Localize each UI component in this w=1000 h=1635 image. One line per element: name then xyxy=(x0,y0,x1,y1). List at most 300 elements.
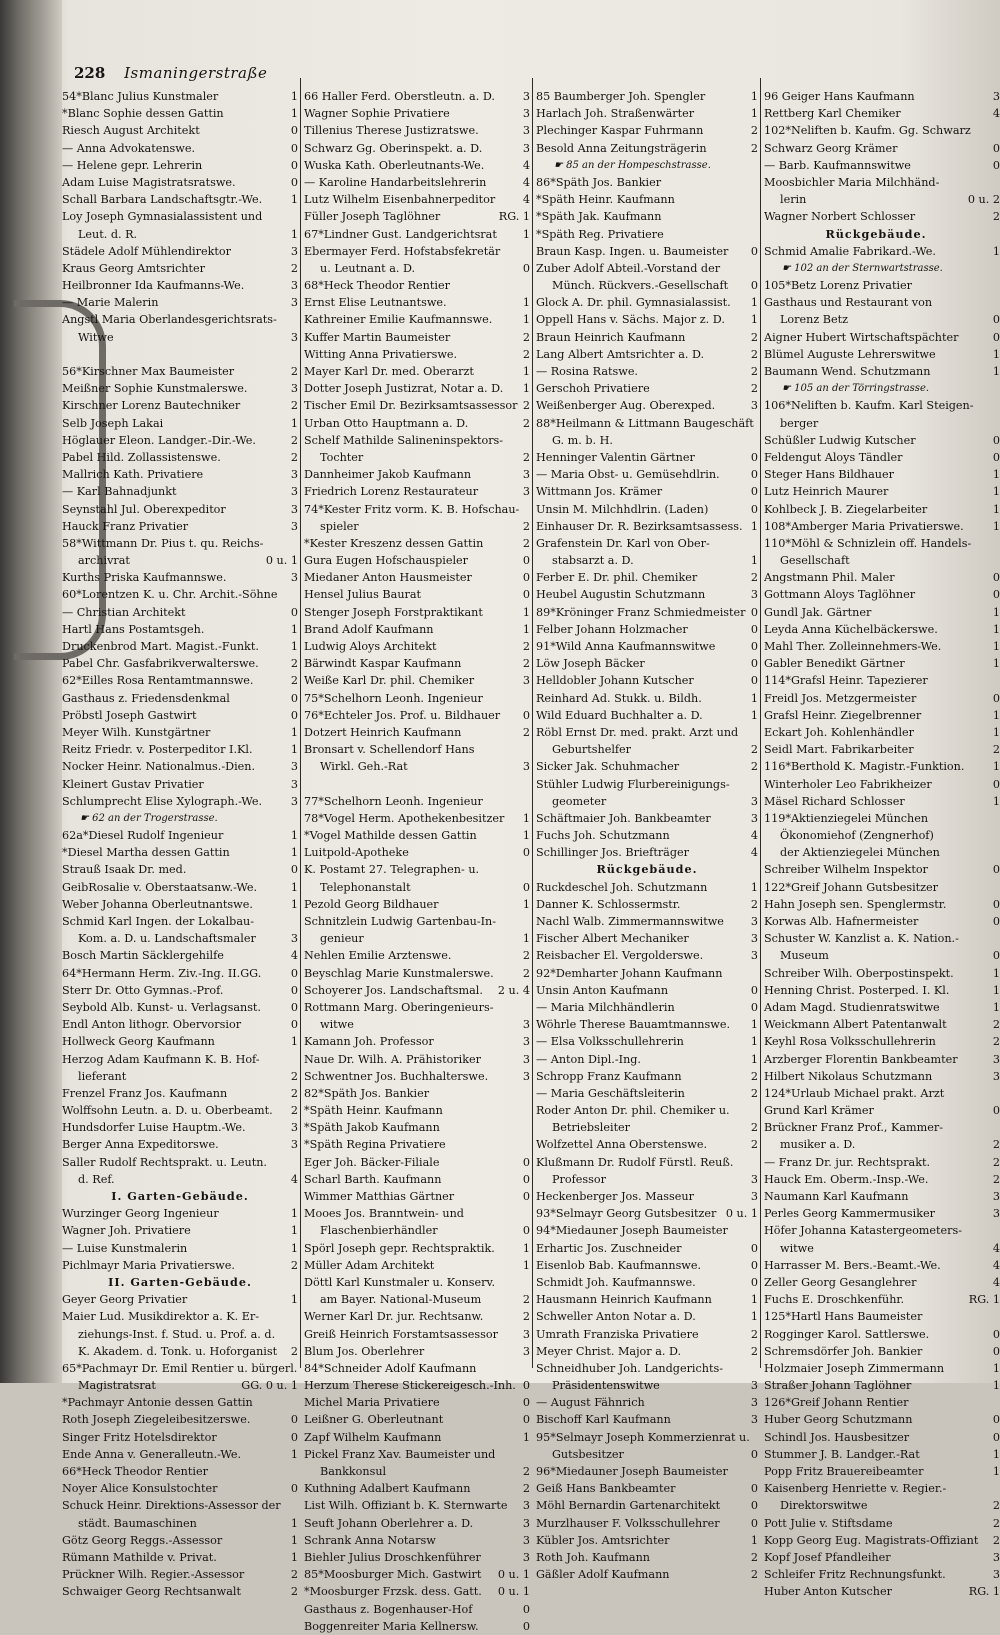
directory-entry xyxy=(536,449,758,466)
floor-number: 0 xyxy=(290,983,298,997)
directory-entry xyxy=(536,260,758,277)
floor-number: 1 xyxy=(522,313,530,327)
entry-text: Blümel Auguste Lehrerswitwe xyxy=(764,347,936,361)
entry-text: *Späth Reg. Privatiere xyxy=(536,227,664,241)
entry-text: Kohlbeck J. B. Ziegelarbeiter xyxy=(764,502,928,516)
floor-number: 1 xyxy=(522,1430,530,1444)
directory-entry xyxy=(536,105,758,122)
directory-entry xyxy=(764,776,1000,793)
directory-entry xyxy=(764,1240,1000,1257)
entry-text: K. Akadem. d. Tonk. u. Hoforganist xyxy=(78,1344,278,1358)
floor-number: 1 xyxy=(992,1465,1000,1478)
floor-number: 3 xyxy=(992,1550,1000,1564)
entry-text: Zuber Adolf Abteil.-Vorstand der xyxy=(536,261,721,275)
floor-number: 2 xyxy=(522,1310,530,1324)
directory-entry xyxy=(536,1326,758,1343)
directory-entry xyxy=(536,844,758,861)
directory-entry xyxy=(764,1257,1000,1274)
floor-number: 3 xyxy=(290,502,298,516)
directory-entry xyxy=(304,1274,530,1291)
entry-text: Heilbronner Ida Kaufmanns-We. xyxy=(62,279,245,293)
floor-number: 4 xyxy=(290,1172,298,1186)
floor-number: 1 xyxy=(992,468,1000,482)
entry-text: — Elsa Volksschullehrerin xyxy=(536,1035,684,1049)
directory-entry xyxy=(62,690,298,707)
entry-text: Kleinert Gustav Privatier xyxy=(62,777,204,791)
floor-number: 3 xyxy=(290,296,298,310)
floor-number: 0 xyxy=(750,622,758,636)
floor-number: 2 xyxy=(750,124,758,138)
entry-text: Stummer J. B. Landger.-Rat xyxy=(764,1447,920,1461)
entry-text: II. Garten-Gebäude. xyxy=(108,1274,252,1289)
directory-entry xyxy=(304,157,530,174)
entry-text: Glock A. Dr. phil. Gymnasialassist. xyxy=(536,296,731,310)
directory-entry xyxy=(764,930,1000,947)
entry-text: Münch. Rückvers.-Gesellschaft xyxy=(552,279,729,293)
directory-entry xyxy=(764,707,1000,724)
directory-entry xyxy=(536,999,758,1016)
directory-entry xyxy=(304,466,530,483)
entry-text: Selb Joseph Lakai xyxy=(62,416,164,430)
floor-number: 1 xyxy=(522,365,530,378)
entry-text: Hausmann Heinrich Kaufmann xyxy=(536,1293,712,1307)
directory-entry xyxy=(304,861,530,878)
floor-number: 3 xyxy=(522,90,530,103)
directory-entry xyxy=(62,1497,298,1514)
entry-text: Danner K. Schlossermstr. xyxy=(536,897,681,911)
directory-entry xyxy=(62,466,298,483)
entry-text: Kurths Priska Kaufmannswe. xyxy=(62,571,227,585)
directory-entry xyxy=(304,999,530,1016)
entry-text: 108*Amberger Maria Privatierswe. xyxy=(764,519,964,533)
directory-entry xyxy=(304,586,530,603)
directory-entry xyxy=(62,1566,298,1583)
directory-entry xyxy=(536,277,758,294)
floor-number: 2 xyxy=(290,1086,298,1100)
floor-number: RG. 1 xyxy=(968,1585,1000,1599)
floor-number: 0 xyxy=(290,708,298,722)
floor-number: 1 xyxy=(992,244,1000,258)
floor-number: 1 xyxy=(290,1293,298,1307)
floor-number: 2 xyxy=(290,1104,298,1118)
directory-entry xyxy=(764,122,1000,139)
entry-text: Fischer Albert Mechaniker xyxy=(536,932,689,946)
directory-entry xyxy=(764,861,1000,878)
entry-text: Schillinger Jos. Briefträger xyxy=(536,846,689,860)
directory-entry xyxy=(304,707,530,724)
directory-entry xyxy=(304,329,530,346)
floor-number: 3 xyxy=(522,1069,530,1083)
floor-number: 2 xyxy=(992,210,1000,224)
entry-text: Schuck Heinr. Direktions-Assessor der xyxy=(62,1499,281,1513)
entry-text: Fuchs E. Droschkenführ. xyxy=(764,1293,905,1307)
directory-entry xyxy=(62,380,298,397)
entry-text: Grafenstein Dr. Karl von Ober- xyxy=(536,536,710,550)
directory-entry xyxy=(764,346,1000,363)
entry-text: Städele Adolf Mühlendirektor xyxy=(62,244,231,258)
directory-entry xyxy=(304,827,530,844)
entry-text: Nehlen Emilie Arztenswe. xyxy=(304,949,452,963)
floor-number: 0 xyxy=(750,674,758,688)
entry-text: Roth Joh. Kaufmann xyxy=(536,1550,651,1564)
entry-text: — Karl Bahnadjunkt xyxy=(62,485,177,499)
floor-number: 2 xyxy=(750,1568,758,1582)
directory-entry xyxy=(304,1051,530,1068)
directory-entry xyxy=(304,1343,530,1360)
directory-entry xyxy=(304,1566,530,1583)
entry-text: 116*Berthold K. Magistr.-Funktion. xyxy=(764,760,965,774)
entry-text: Stühler Ludwig Flurbereinigungs- xyxy=(536,777,730,791)
floor-number: 3 xyxy=(750,588,758,602)
entry-text: Meyer Christ. Major a. D. xyxy=(536,1344,682,1358)
floor-number: 0 xyxy=(522,1172,530,1186)
directory-entry xyxy=(62,1102,298,1119)
floor-number: 1 xyxy=(992,657,1000,671)
directory-entry xyxy=(304,552,530,569)
floor-number: 0 xyxy=(290,966,298,980)
floor-number: 2 xyxy=(522,347,530,361)
directory-entry xyxy=(304,1618,530,1635)
floor-number: 1 xyxy=(290,1516,298,1530)
directory-entry xyxy=(764,604,1000,621)
floor-number: 3 xyxy=(522,1533,530,1547)
floor-number: 0 xyxy=(992,897,1000,911)
entry-text: Hartl Hans Postamtsgeh. xyxy=(62,622,205,636)
entry-text: Eger Joh. Bäcker-Filiale xyxy=(304,1155,440,1169)
directory-entry xyxy=(536,827,758,844)
directory-entry xyxy=(536,810,758,827)
cross-reference-note xyxy=(764,260,1000,277)
entry-text: 91*Wild Anna Kaufmannswitwe xyxy=(536,640,716,653)
entry-text: Schwaiger Georg Rechtsanwalt xyxy=(62,1585,241,1599)
entry-text: Winterholer Leo Fabrikheizer xyxy=(764,777,932,791)
directory-entry xyxy=(764,243,1000,260)
entry-text: Hahn Joseph sen. Spenglermstr. xyxy=(764,897,947,911)
entry-text: Kopf Josef Pfandleiher xyxy=(764,1550,891,1564)
floor-number: 1 xyxy=(750,880,758,894)
floor-number: 1 xyxy=(522,897,530,911)
directory-entry xyxy=(764,793,1000,810)
floor-number: 1 xyxy=(290,193,298,207)
directory-entry xyxy=(536,329,758,346)
entry-text: Huber Georg Schutzmann xyxy=(764,1413,913,1427)
entry-text: — Anton Dipl.-Ing. xyxy=(536,1052,641,1066)
entry-text: 66*Heck Theodor Rentier xyxy=(62,1465,208,1478)
directory-entry xyxy=(764,741,1000,758)
directory-entry xyxy=(536,535,758,552)
entry-text: 75*Schelhorn Leonh. Ingenieur xyxy=(304,691,483,705)
floor-number: 0 xyxy=(522,846,530,860)
entry-text: Luitpold-Apotheke xyxy=(304,846,409,860)
entry-text: Kübler Jos. Amtsrichter xyxy=(536,1533,670,1547)
floor-number: 3 xyxy=(522,141,530,155)
entry-text: Unsin M. Milchhdlrin. (Laden) xyxy=(536,502,709,516)
directory-entry xyxy=(62,879,298,896)
entry-text: 96*Miedauner Joseph Baumeister xyxy=(536,1465,728,1478)
directory-entry xyxy=(62,415,298,432)
entry-text: Löw Joseph Bäcker xyxy=(536,657,645,671)
directory-entry xyxy=(764,105,1000,122)
entry-text: 56*Kirschner Max Baumeister xyxy=(62,365,235,378)
entry-text: Gura Eugen Hofschauspieler xyxy=(304,554,468,568)
directory-entry xyxy=(764,1394,1000,1411)
directory-entry xyxy=(304,724,530,741)
floor-number: 2 xyxy=(290,450,298,464)
floor-number: 0 xyxy=(992,1327,1000,1341)
column-1 xyxy=(62,88,298,1599)
entry-text: Schrank Anna Notarsw xyxy=(304,1533,436,1547)
entry-text: — Christian Architekt xyxy=(62,605,186,619)
directory-entry xyxy=(536,569,758,586)
entry-text: 89*Kröninger Franz Schmiedmeister xyxy=(536,605,746,619)
directory-entry xyxy=(536,1394,758,1411)
entry-text: Schneidhuber Joh. Landgerichts- xyxy=(536,1361,723,1375)
entry-text: Wild Eduard Buchhalter a. D. xyxy=(536,708,703,722)
entry-text: *Späth Heinr. Kaufmann xyxy=(304,1104,443,1118)
entry-text: Wagner Joh. Privatiere xyxy=(62,1224,191,1238)
floor-number: 0 xyxy=(750,1258,758,1272)
directory-entry xyxy=(764,277,1000,294)
entry-text: Frenzel Franz Jos. Kaufmann xyxy=(62,1086,228,1100)
entry-text: ☛ 102 an der Sternwartstrasse. xyxy=(782,262,943,274)
directory-entry xyxy=(62,140,298,157)
directory-entry xyxy=(304,1085,530,1102)
entry-text: *Moosburger Frzsk. dess. Gatt. xyxy=(304,1585,482,1599)
section-heading xyxy=(62,1188,298,1205)
entry-text: Schäftmaier Joh. Bankbeamter xyxy=(536,811,711,825)
floor-number: 0 xyxy=(750,1275,758,1289)
directory-entry xyxy=(764,638,1000,655)
directory-entry xyxy=(764,329,1000,346)
entry-text: Druckenbrod Mart. Magist.-Funkt. xyxy=(62,640,259,653)
entry-text: Hauck Em. Oberm.-Insp.-We. xyxy=(764,1172,929,1186)
directory-entry xyxy=(536,174,758,191)
entry-text: d. Ref. xyxy=(78,1172,115,1186)
directory-entry xyxy=(62,947,298,964)
directory-entry xyxy=(536,122,758,139)
directory-entry xyxy=(304,294,530,311)
directory-entry xyxy=(304,88,530,105)
directory-entry xyxy=(764,1085,1000,1102)
floor-number: 2 xyxy=(522,519,530,533)
entry-text: Hundsdorfer Luise Hauptm.-We. xyxy=(62,1121,246,1135)
directory-entry xyxy=(536,1411,758,1428)
directory-entry xyxy=(304,174,530,191)
floor-number: 4 xyxy=(290,949,298,963)
floor-number: 2 xyxy=(992,1499,1000,1513)
entry-text: Schall Barbara Landschaftsgtr.-We. xyxy=(62,193,263,207)
entry-text: Bärwindt Kaspar Kaufmann xyxy=(304,657,462,671)
entry-text: K. Postamt 27. Telegraphen- u. xyxy=(304,863,480,877)
directory-entry xyxy=(536,776,758,793)
entry-text: Ruckdeschel Joh. Schutzmann xyxy=(536,880,708,894)
entry-text: Grafsl Heinr. Ziegelbrenner xyxy=(764,708,922,722)
entry-text: Ernst Elise Leutnantswe. xyxy=(304,296,447,310)
directory-entry xyxy=(764,466,1000,483)
floor-number: 0 xyxy=(522,571,530,585)
floor-number: 2 xyxy=(750,1138,758,1152)
directory-entry xyxy=(62,1360,298,1377)
entry-text: Gabler Benedikt Gärtner xyxy=(764,657,905,671)
directory-entry xyxy=(304,208,530,225)
directory-entry xyxy=(536,1549,758,1566)
entry-text: Feldengut Aloys Tändler xyxy=(764,450,903,464)
floor-number: 2 xyxy=(290,1568,298,1582)
directory-entry xyxy=(304,965,530,982)
entry-text: Endl Anton lithogr. Obervorsior xyxy=(62,1018,242,1032)
entry-text: Pickel Franz Xav. Baumeister und xyxy=(304,1447,496,1461)
column-3 xyxy=(536,88,758,1582)
entry-text: Herzog Adam Kaufmann K. B. Hof- xyxy=(62,1052,260,1066)
floor-number: 1 xyxy=(750,1310,758,1324)
floor-number: 3 xyxy=(290,330,298,344)
directory-entry xyxy=(764,947,1000,964)
directory-entry xyxy=(536,1257,758,1274)
directory-entry xyxy=(536,226,758,243)
directory-entry xyxy=(536,1171,758,1188)
directory-entry xyxy=(764,982,1000,999)
directory-entry xyxy=(304,122,530,139)
entry-text: Schwarz Gg. Oberinspekt. a. D. xyxy=(304,141,483,155)
floor-number: 0 xyxy=(750,657,758,671)
floor-number: 0 xyxy=(992,949,1000,963)
directory-entry xyxy=(764,1051,1000,1068)
floor-number: 1 xyxy=(522,811,530,825)
floor-number: 3 xyxy=(290,485,298,499)
entry-text: 86*Späth Jos. Bankier xyxy=(536,175,662,189)
entry-text: Bosch Martin Säcklergehilfe xyxy=(62,949,224,963)
floor-number: 3 xyxy=(522,468,530,482)
directory-entry xyxy=(62,518,298,535)
floor-number: 2 xyxy=(290,1344,298,1358)
entry-text: 77*Schelhorn Leonh. Ingenieur xyxy=(304,794,483,808)
entry-text: Füller Joseph Taglöhner xyxy=(304,210,441,224)
floor-number: 1 xyxy=(992,1447,1000,1461)
directory-entry xyxy=(304,535,530,552)
floor-number: 1 xyxy=(992,640,1000,653)
entry-text: Pröbstl Joseph Gastwirt xyxy=(62,708,197,722)
directory-entry xyxy=(764,655,1000,672)
entry-text: Gutsbesitzer xyxy=(552,1447,624,1461)
entry-text: Blum Jos. Oberlehrer xyxy=(304,1344,425,1358)
entry-text: Klußmann Dr. Rudolf Fürstl. Reuß. xyxy=(536,1155,734,1169)
floor-number: 3 xyxy=(290,519,298,533)
directory-entry xyxy=(536,930,758,947)
directory-entry xyxy=(62,1377,298,1394)
directory-entry xyxy=(304,793,530,810)
directory-entry xyxy=(62,1068,298,1085)
directory-entry xyxy=(62,1240,298,1257)
directory-entry xyxy=(764,810,1000,827)
page-header xyxy=(74,64,974,88)
directory-entry xyxy=(304,1102,530,1119)
directory-entry xyxy=(304,260,530,277)
floor-number: 2 xyxy=(290,433,298,447)
directory-entry xyxy=(536,1377,758,1394)
entry-text: Gundl Jak. Gärtner xyxy=(764,605,872,619)
floor-number: 3 xyxy=(992,1568,1000,1582)
entry-text: Straßer Johann Taglöhner xyxy=(764,1379,912,1393)
directory-entry xyxy=(764,1463,1000,1480)
floor-number: 0 xyxy=(290,175,298,189)
directory-entry xyxy=(304,638,530,655)
entry-text: Gäßler Adolf Kaufmann xyxy=(536,1568,670,1582)
entry-text: — Maria Geschäftsleiterin xyxy=(536,1086,685,1100)
directory-entry xyxy=(304,105,530,122)
entry-text: Direktorswitwe xyxy=(780,1499,868,1513)
directory-entry xyxy=(62,896,298,913)
entry-text: — Anna Advokatenswe. xyxy=(62,141,196,155)
directory-entry xyxy=(536,1085,758,1102)
entry-text: Schreiber Wilhelm Inspektor xyxy=(764,863,928,877)
directory-entry xyxy=(62,965,298,982)
floor-number: 2 xyxy=(290,674,298,688)
entry-text: 126*Greif Johann Rentier xyxy=(764,1396,909,1410)
directory-entry xyxy=(536,793,758,810)
floor-number: 2 xyxy=(290,1069,298,1083)
cross-reference-note xyxy=(536,157,758,174)
directory-entry xyxy=(62,1154,298,1171)
directory-entry xyxy=(764,1411,1000,1428)
entry-text: 92*Demharter Johann Kaufmann xyxy=(536,966,723,980)
directory-entry xyxy=(62,1171,298,1188)
floor-number: 3 xyxy=(290,1138,298,1152)
entry-text: Rottmann Marg. Oberingenieurs- xyxy=(304,1000,494,1014)
entry-text: Rückgebäude. xyxy=(596,862,698,877)
entry-text: Pichlmayr Maria Privatierswe. xyxy=(62,1258,235,1272)
floor-number: 1 xyxy=(750,1293,758,1307)
directory-entry xyxy=(62,776,298,793)
directory-entry xyxy=(536,586,758,603)
directory-entry xyxy=(764,311,1000,328)
entry-text: Mallrich Kath. Privatiere xyxy=(62,468,204,482)
column-4 xyxy=(764,88,1000,1599)
floor-number: 1 xyxy=(290,743,298,757)
floor-number: 3 xyxy=(290,571,298,585)
floor-number: 0 xyxy=(750,279,758,293)
directory-entry xyxy=(62,621,298,638)
entry-text: Fuchs Joh. Schutzmann xyxy=(536,829,670,843)
floor-number: 1 xyxy=(522,829,530,843)
floor-number: 0 xyxy=(750,485,758,499)
floor-number: 0 xyxy=(750,1482,758,1496)
entry-text: Höglauer Eleon. Landger.-Dir.-We. xyxy=(62,433,256,447)
floor-number: 2 xyxy=(992,1533,1000,1547)
entry-text: archivrat xyxy=(78,554,130,568)
directory-entry xyxy=(764,1566,1000,1583)
directory-entry xyxy=(536,380,758,397)
column-divider xyxy=(532,78,533,1368)
floor-number: 3 xyxy=(992,1052,1000,1066)
entry-text: Pott Julie v. Stiftsdame xyxy=(764,1516,893,1530)
floor-number: 1 xyxy=(992,365,1000,378)
directory-entry xyxy=(62,1480,298,1497)
directory-entry xyxy=(304,690,530,707)
column-divider xyxy=(300,78,301,1368)
directory-entry xyxy=(304,810,530,827)
directory-entry xyxy=(304,1188,530,1205)
entry-text: — Helene gepr. Lehrerin xyxy=(62,158,203,172)
directory-entry xyxy=(62,982,298,999)
floor-number: 0 xyxy=(522,1155,530,1169)
floor-number: 1 xyxy=(522,1241,530,1255)
directory-entry xyxy=(536,432,758,449)
directory-entry xyxy=(764,191,1000,208)
floor-number: 1 xyxy=(992,347,1000,361)
floor-number: 3 xyxy=(750,915,758,928)
floor-number: 0 xyxy=(750,468,758,482)
directory-entry xyxy=(304,1429,530,1446)
